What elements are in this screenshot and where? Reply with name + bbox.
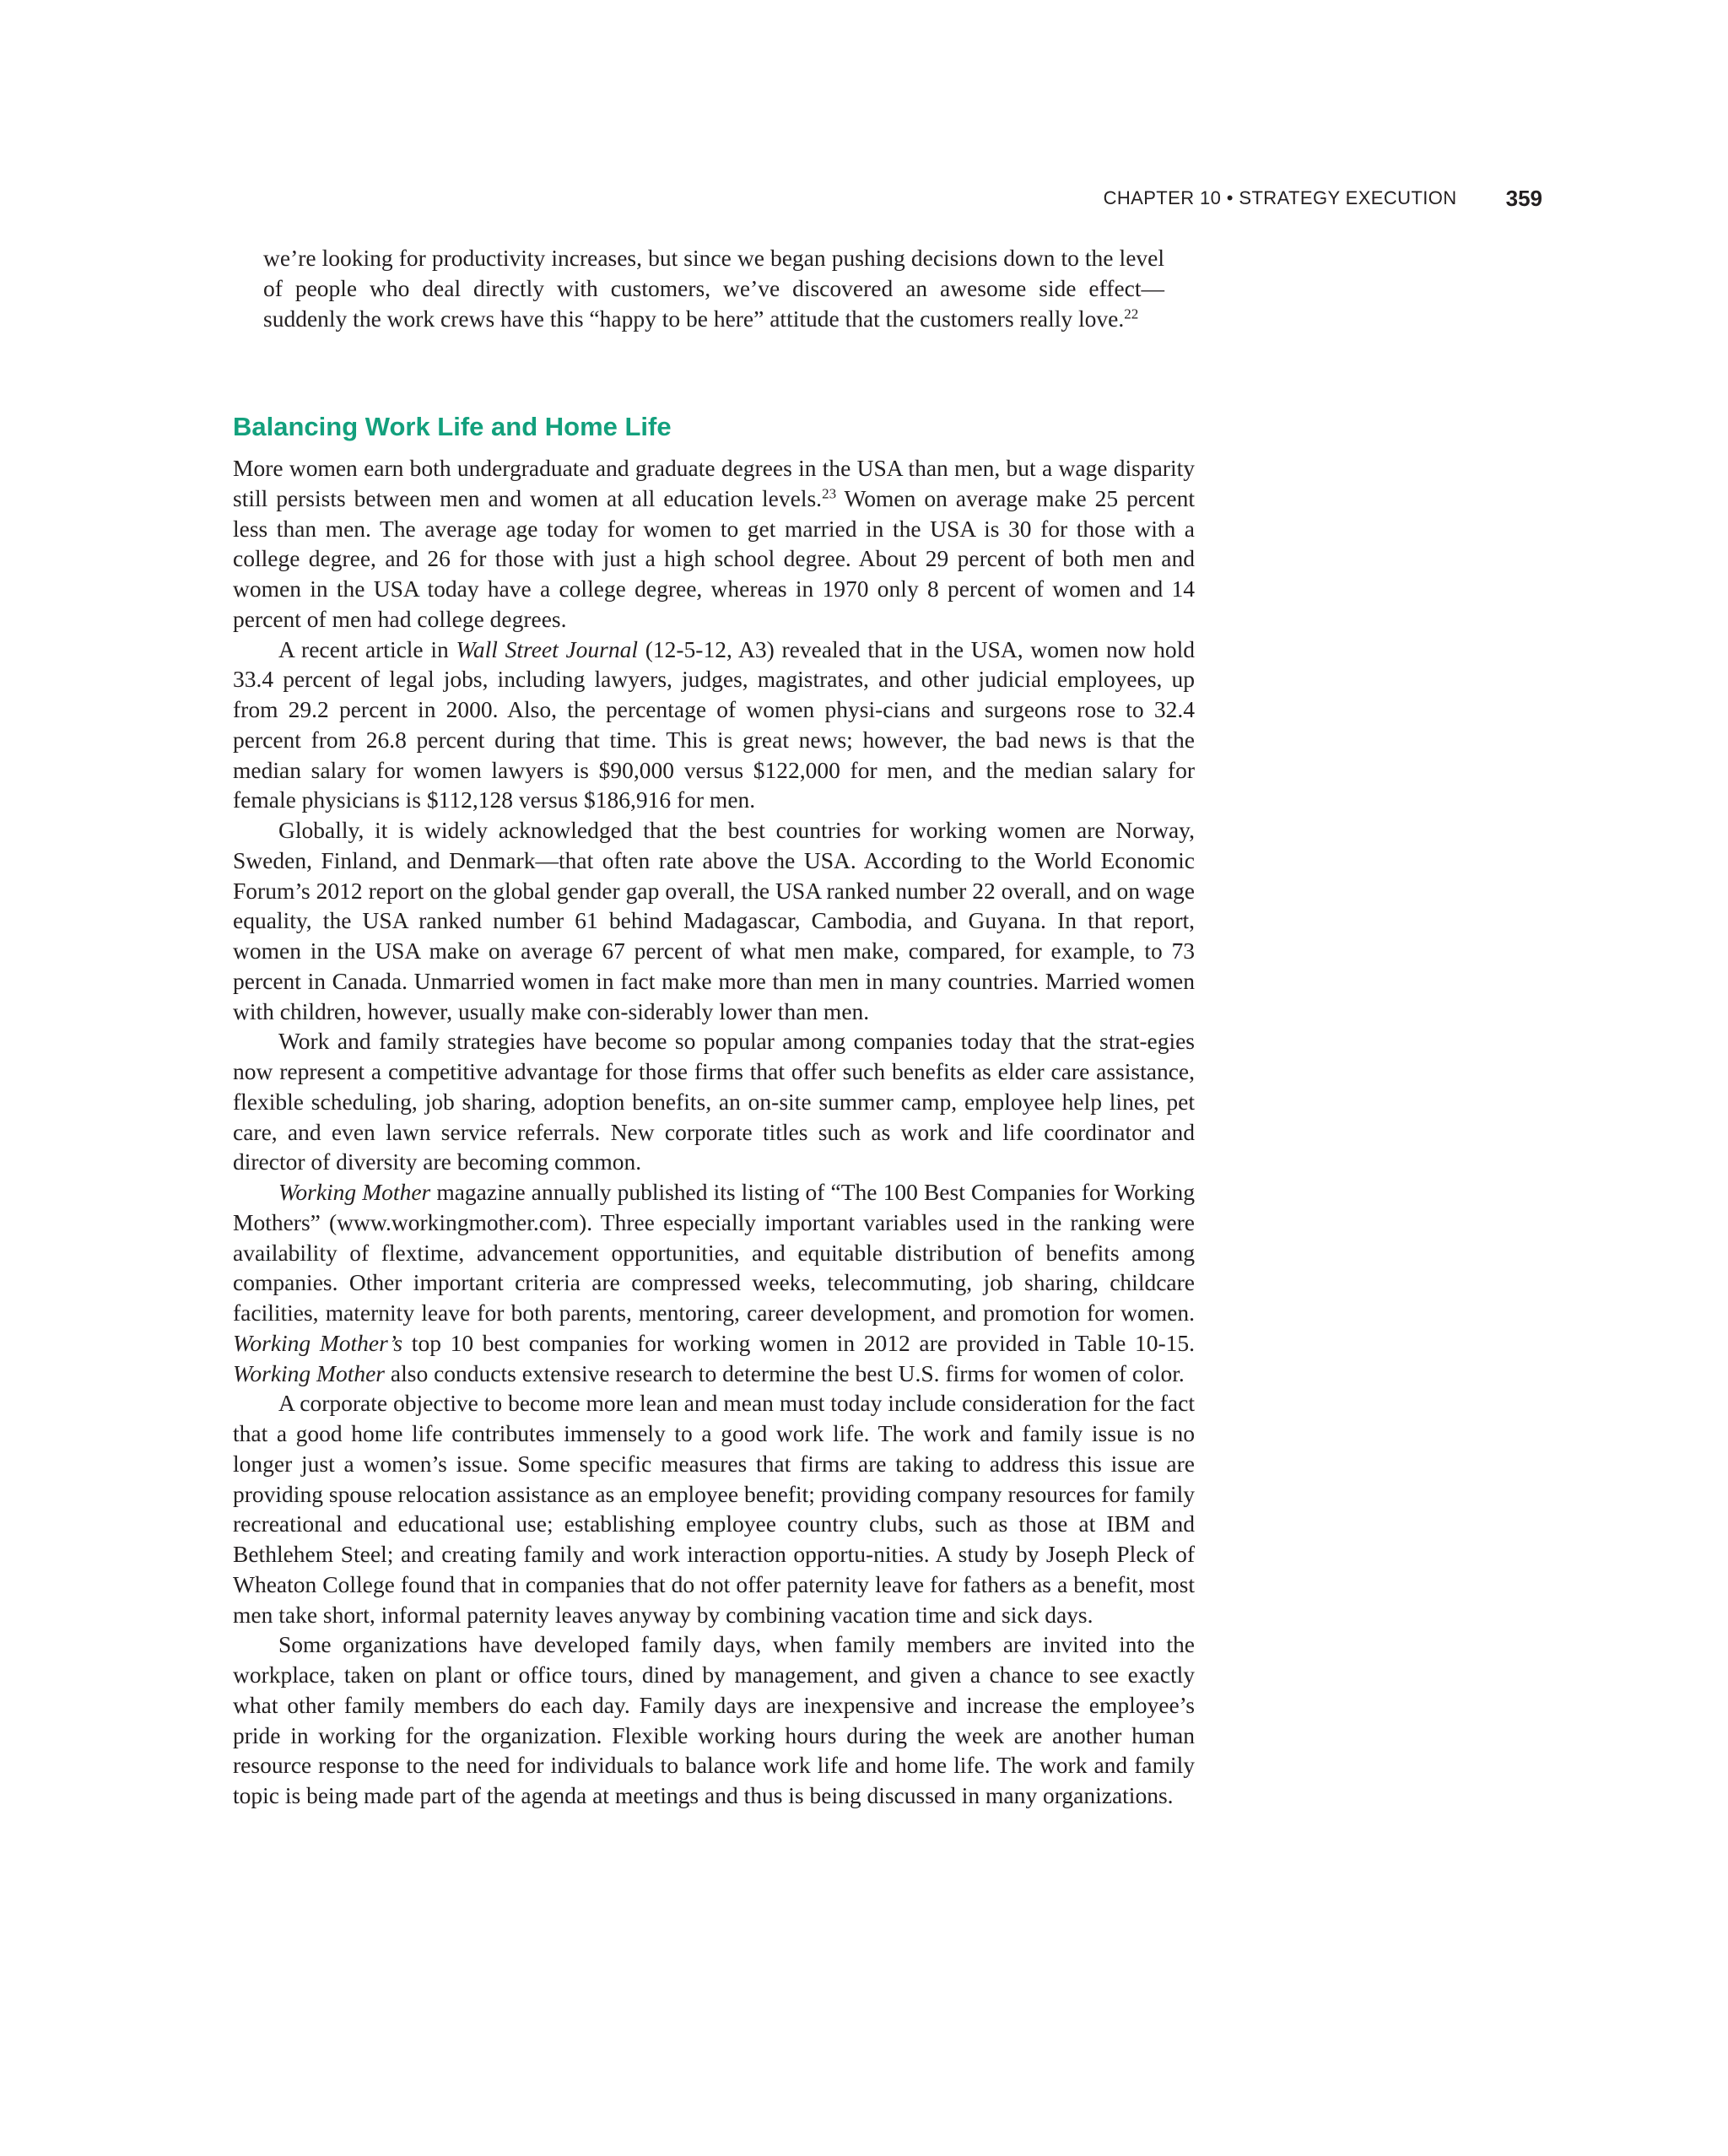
paragraph-2 <box>233 635 1195 816</box>
page-number: 359 <box>1505 185 1542 211</box>
running-header <box>1088 184 1542 213</box>
paragraph-7: Some organizations have developed family days, when family members are invited into the workplace, taken on plant or office tours, dined by management, and given a chance to see exactly what other family members do each day. Family days are inexpensive and increase the employee’s pride in working for the organization. Flexible working hours during the week are another human resource response to the need for individuals to balance work life and home life. The work and family topic is being made part of the agenda at meetings and thus is being discussed in many organizations. <box>233 1631 1195 1808</box>
body-text <box>233 453 1195 1811</box>
footnote-ref-23: 23 <box>822 485 837 502</box>
paragraph-4: Work and family strategies have become so popular among companies today that the strat-egies now represent a competitive advantage for those firms that offer such benefits as elder care assistance, flexible scheduling, job sharing, adoption benefits, an on-site summer camp, employee help lines, pet care, and even lawn service referrals. New corporate titles such as work and life coordinator and director of diversity are becoming common. <box>233 1028 1195 1175</box>
paragraph-1-text-b: Women on average make 25 percent less than men. The average age today for women to get married in the USA is 30 for those with a college degree, and 26 for those with just a high school degree. About 29 percent of both men and women in the USA today have a college degree, whereas in 1970 only 8 percent of women and 14 percent of men had college degrees. <box>233 484 1196 632</box>
block-quote <box>263 243 1164 333</box>
quote-text: we’re looking for productivity increases, but since we began pushing decisions down to the level of people who deal directly with customers, we’ve discovered an awesome side effect—suddenly the work crews have this “happy to be here” attitude that the customers really love. <box>263 245 1164 332</box>
paragraph-5-text-a: magazine annually published its listing of “The 100 Best Companies for Working Mothers” (www.workingmother.com). Three especially important variables used in the ranking were availability of flextime, advancement opportunities, and equitable distribution of benefits among companies. Other important criteria are compressed weeks, telecommuting, job sharing, childcare facilities, maternity leave for both parents, mentoring, career development, and promotion for women. <box>233 1179 1195 1326</box>
quote-paragraph <box>263 243 1164 333</box>
chapter-title: CHAPTER 10 • STRATEGY EXECUTION <box>1103 187 1457 208</box>
magazine-title-1: Working Mother <box>278 1179 431 1205</box>
section-heading: Balancing Work Life and Home Life <box>233 412 672 441</box>
paragraph-2-text-b: (12-5-12, A3) revealed that in the USA, women now hold 33.4 percent of legal jobs, including lawyers, judges, magistrates, and other judicial employees, up from 29.2 percent in 2000. Also, the percentage of women physi-cians and surgeons rose to 32.4 percent from 26.8 percent during that time. This is great news; however, the bad news is that the median salary for women lawyers is $90,000 versus $122,000 for men, and the median salary for female physicians is $112,128 versus $186,916 for men. <box>233 635 1195 813</box>
paragraph-5-text-c: also conducts extensive research to determine the best U.S. firms for women of color. <box>385 1359 1185 1386</box>
paragraph-2-text-a: A recent article in <box>278 635 456 662</box>
magazine-title-2: Working Mother’s <box>233 1329 403 1356</box>
publication-title: Wall Street Journal <box>456 635 639 662</box>
paragraph-5-text-b: top 10 best companies for working women in 2012 are provided in Table 10-15. <box>402 1329 1195 1356</box>
magazine-title-3: Working Mother <box>233 1359 386 1386</box>
paragraph-1 <box>233 453 1195 635</box>
paragraph-3: Globally, it is widely acknowledged that the best countries for working women are Norway, Sweden, Finland, and Denmark—that often rate above the USA. According to the World Economic Forum’s 2012 report on the global gender gap overall, the USA ranked number 22 overall, and on wage equality, the USA ranked number 61 behind Madagascar, Cambodia, and Guyana. In that report, women in the USA make on average 67 percent of what men make, compared, for example, to 73 percent in Canada. Unmarried women in fact make more than men in many countries. Married women with children, however, usually make con-siderably lower than men. <box>233 817 1195 1024</box>
paragraph-6: A corporate objective to become more lean and mean must today include consideration for the fact that a good home life contributes immensely to a good work life. The work and family issue is no longer just a women’s issue. Some specific measures that firms are taking to address this issue are providing spouse relocation assistance as an employee benefit; providing company resources for family recreational and educational use; establishing employee country clubs, such as those at IBM and Bethlehem Steel; and creating family and work interaction opportu-nities. A study by Joseph Pleck of Wheaton College found that in companies that do not offer paternity leave for fathers as a benefit, most men take short, informal paternity leaves anyway by combining vacation time and sick days. <box>233 1390 1195 1628</box>
paragraph-5 <box>233 1177 1195 1388</box>
paragraph-1-text-a: More women earn both undergraduate and graduate degrees in the USA than men, but a wage disparity still persists between men and women at all education levels. <box>233 455 1195 511</box>
footnote-ref-22: 22 <box>1124 305 1139 322</box>
